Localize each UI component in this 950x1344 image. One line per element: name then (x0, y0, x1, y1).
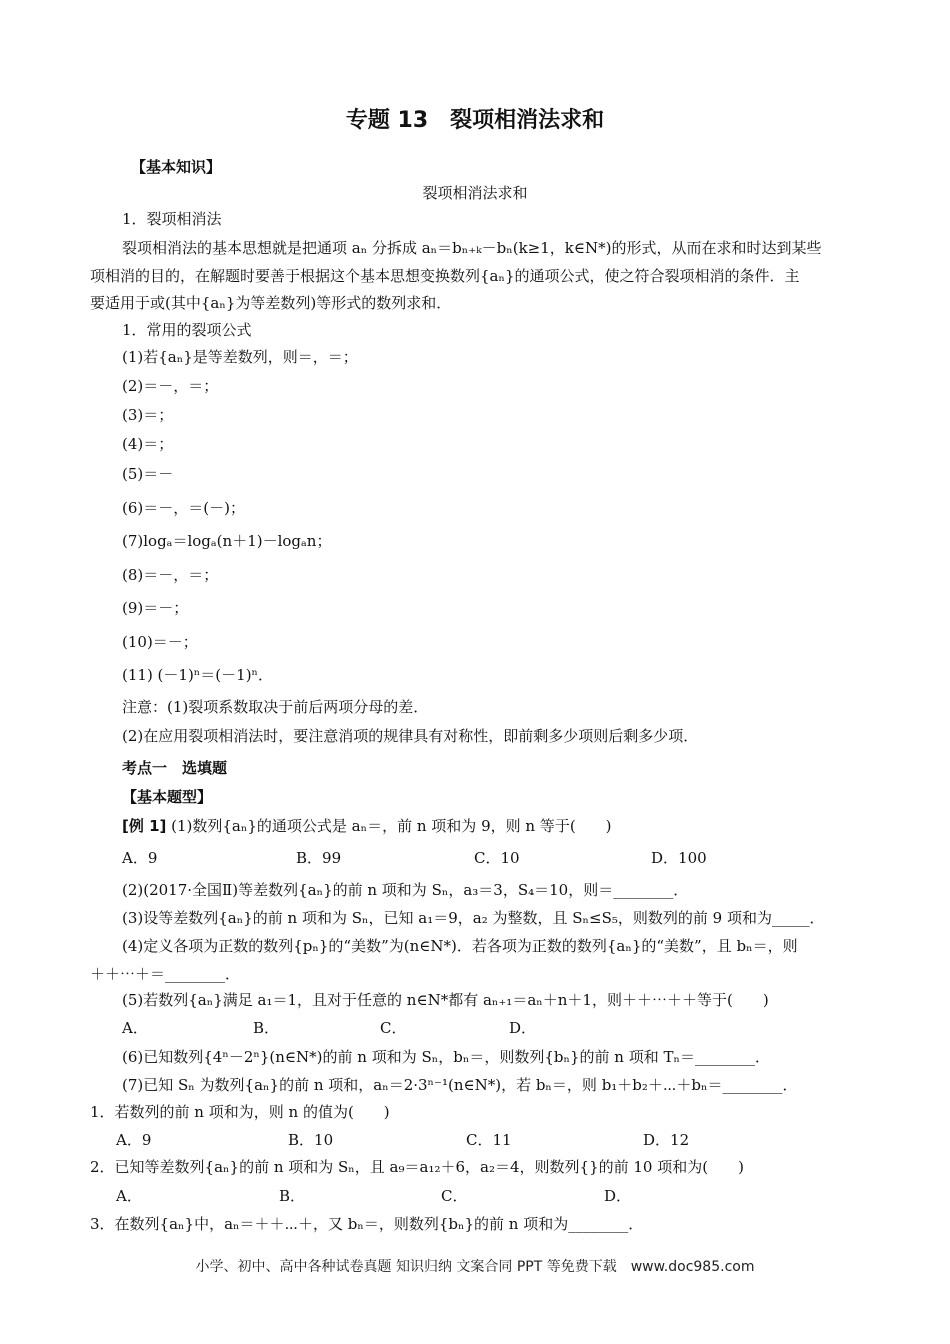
knowledge-paragraph-line: 项相消的目的，在解题时要善于根据这个基本思想变换数列{aₙ}的通项公式，使之符合裂项相消的条件．主 (90, 267, 800, 285)
section-heading-basic-type: 【基本题型】 (122, 788, 213, 806)
example-question: (6)已知数列{4ⁿ－2ⁿ}(n∈N*)的前 n 项和为 Sₙ，bₙ＝，则数列{bₙ}的前 n 项和 Tₙ＝________． (122, 1048, 770, 1066)
example-question: (7)已知 Sₙ 为数列{aₙ}的前 n 项和，aₙ＝2·3ⁿ⁻¹(n∈N*)，若 bₙ＝，则 b₁＋b₂＋⋯＋bₙ＝________． (122, 1076, 798, 1094)
formula-item: (1)若{aₙ}是等差数列，则＝，＝； (122, 348, 358, 366)
option-b: B． (279, 1187, 306, 1205)
formula-item: (10)＝－； (122, 633, 198, 651)
practice-question: 1．若数列的前 n 项和为，则 n 的值为( ) (90, 1103, 390, 1121)
note-line: 注意：(1)裂项系数取决于前后两项分母的差． (122, 698, 429, 716)
formula-item: (2)＝－，＝； (122, 377, 219, 395)
option-b: B．99 (296, 849, 342, 867)
page-footer: 小学、初中、高中各种试卷真题 知识归纳 文案合同 PPT 等免费下载 www.doc985.com (195, 1259, 755, 1275)
example-label: [例 1] (122, 817, 167, 835)
option-b: B． (253, 1019, 280, 1037)
page-title: 专题 13 裂项相消法求和 (345, 108, 605, 133)
example-question: (3)设等差数列{aₙ}的前 n 项和为 Sₙ，已知 a₁＝9，a₂ 为整数，且 Sₙ≤S₅，则数列的前 9 项和为_____． (122, 909, 825, 927)
option-a: A． (116, 1187, 142, 1205)
knowledge-heading-1: 1．裂项相消法 (122, 210, 222, 228)
formula-item: (6)＝－，＝(－)； (122, 499, 245, 517)
option-d: D．12 (643, 1131, 690, 1149)
knowledge-paragraph-line: 要适用于或(其中{aₙ}为等差数列)等形式的数列求和． (90, 294, 452, 312)
option-c: C．11 (466, 1131, 512, 1149)
subtitle: 裂项相消法求和 (422, 184, 528, 202)
example-question: (2)(2017·全国Ⅱ)等差数列{aₙ}的前 n 项和为 Sₙ，a₃＝3，S₄＝10，则＝________． (122, 881, 689, 899)
option-a: A．9 (116, 1131, 152, 1149)
example-question: ＋＋⋯＋＝________． (90, 965, 241, 983)
formula-item: (5)＝－ (122, 465, 174, 483)
example-question: (5)若数列{aₙ}满足 a₁＝1，且对于任意的 n∈N*都有 aₙ₊₁＝aₙ＋n＋1，则＋＋⋯＋＋等于( ) (122, 991, 769, 1009)
option-c: C． (380, 1019, 407, 1037)
option-d: D． (509, 1019, 537, 1037)
option-c: C．10 (474, 849, 520, 867)
example-question-text: (1)数列{aₙ}的通项公式是 aₙ＝，前 n 项和为 9，则 n 等于( ) (166, 817, 612, 835)
option-d: D．100 (651, 849, 707, 867)
formula-item: (11) (－1)ⁿ＝(－1)ⁿ． (122, 666, 274, 684)
section-heading-kaodian: 考点一 选填题 (122, 759, 228, 777)
note-line: (2)在应用裂项相消法时，要注意消项的规律具有对称性，即前剩多少项则后剩多少项． (122, 727, 699, 745)
example-question: (4)定义各项为正数的数列{pₙ}的“美数”为(n∈N*)．若各项为正数的数列{aₙ}的“美数”，且 bₙ＝，则 (122, 937, 798, 955)
option-b: B．10 (288, 1131, 334, 1149)
option-a: A．9 (122, 849, 158, 867)
formula-item: (8)＝－，＝； (122, 566, 219, 584)
formula-item: (4)＝； (122, 435, 174, 453)
practice-question: 3．在数列{aₙ}中，aₙ＝＋＋⋯＋，又 bₙ＝，则数列{bₙ}的前 n 项和为________． (90, 1215, 644, 1233)
practice-question: 2．已知等差数列{aₙ}的前 n 项和为 Sₙ，且 a₉＝a₁₂＋6，a₂＝4，则数列{}的前 10 项和为( ) (90, 1158, 744, 1176)
option-a: A． (122, 1019, 148, 1037)
formula-item: (9)＝－； (122, 599, 189, 617)
section-heading-basic-knowledge: 【基本知识】 (131, 158, 222, 176)
example-question (122, 816, 612, 836)
formula-item: (3)＝； (122, 406, 174, 424)
knowledge-heading-2: 1．常用的裂项公式 (122, 321, 252, 339)
knowledge-paragraph-line: 裂项相消法的基本思想就是把通项 aₙ 分拆成 aₙ＝bₙ₊ₖ－bₙ(k≥1，k∈N*)的形式，从而在求和时达到某些 (122, 239, 822, 257)
option-d: D． (604, 1187, 632, 1205)
option-c: C． (441, 1187, 468, 1205)
formula-item: (7)logₐ＝logₐ(n＋1)－logₐn； (122, 532, 332, 550)
